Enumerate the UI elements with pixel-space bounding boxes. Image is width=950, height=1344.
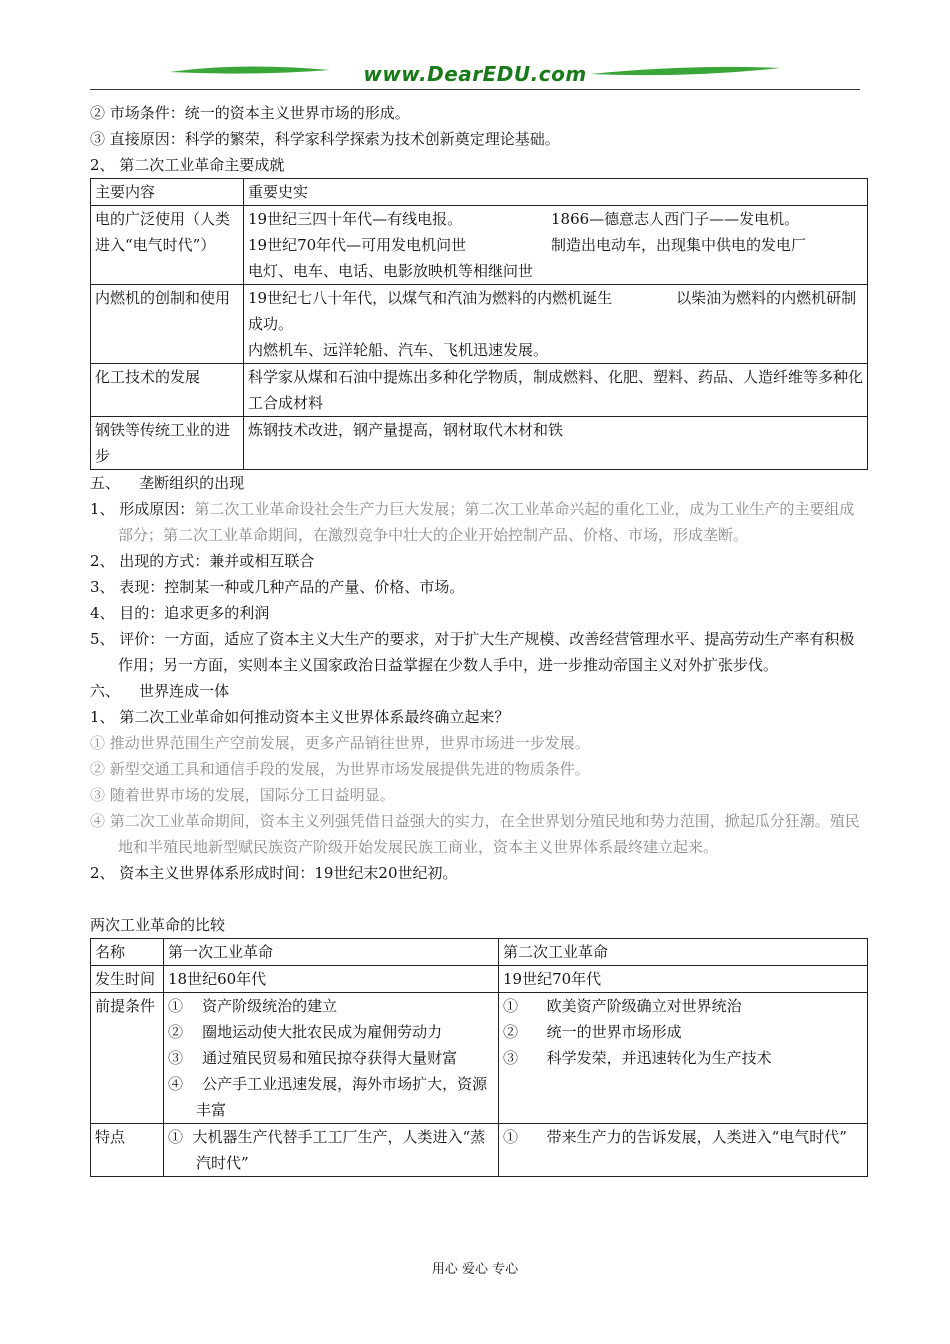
fact-text: 内燃机车、远洋轮船、汽车、飞机迅速发展。	[248, 341, 549, 359]
document-body	[90, 100, 868, 1177]
list-item: 5、 评价：一方面，适应了资本主义大生产的要求，对于扩大生产规模、改善经营管理水平、提高劳动生产率有积极作用；另一方面，实则本主义国家政治日益掌握在少数人手中，进一步推动帝国主义对外扩张步伐。	[90, 630, 855, 674]
list-item: 3、 表现：控制某一种或几种产品的产量、价格、市场。	[90, 578, 465, 596]
cell	[164, 993, 499, 1124]
cell-line: ① 带来生产力的告诉发展，人类进入“电气时代”	[503, 1128, 847, 1146]
table-header-cell: 主要内容	[91, 179, 244, 206]
intro-line: ② 市场条件：统一的资本主义世界市场的形成。	[90, 104, 410, 122]
row-label: 钢铁等传统工业的进步	[91, 417, 244, 470]
fact-text: 19世纪三四十年代—有线电报。	[248, 210, 463, 228]
intro-line: ③ 直接原因：科学的繁荣，科学家科学探索为技术创新奠定理论基础。	[90, 130, 560, 148]
fact-text: 制造出电动车，出现集中供电的发电厂	[551, 236, 807, 254]
row-content	[244, 285, 868, 364]
list-item: 2、 资本主义世界体系形成时间：19世纪末20世纪初。	[90, 864, 458, 882]
item-label: 1、 形成原因：	[90, 500, 195, 518]
row-label: 特点	[91, 1124, 164, 1177]
table-caption: 两次工业革命的比较	[90, 916, 226, 934]
table-row	[91, 364, 868, 417]
row-label: 内燃机的创制和使用	[91, 285, 244, 364]
cell-line: ① 欧美资产阶级确立对世界统治	[503, 997, 742, 1015]
cell	[164, 1124, 499, 1177]
fact-line	[248, 258, 863, 284]
comparison-table	[90, 938, 868, 1177]
cell: 18世纪60年代	[164, 966, 499, 993]
table-row	[91, 285, 868, 364]
row-label: 前提条件	[91, 993, 164, 1124]
row-content: 科学家从煤和石油中提炼出多种化学物质，制成燃料、化肥、塑料、药品、人造纤维等多种化工合成材料	[244, 364, 868, 417]
cell-line: ③ 科学发荣，并迅速转化为生产技术	[503, 1049, 772, 1067]
list-item: 1、 第二次工业革命如何推动资本主义世界体系最终确立起来？	[90, 708, 510, 726]
table-header-cell: 名称	[91, 939, 164, 966]
table-header-row	[91, 179, 868, 206]
table-row	[91, 417, 868, 470]
row-content: 炼钢技术改进，钢产量提高，钢材取代木材和铁	[244, 417, 868, 470]
list-item: 4、 目的：追求更多的利润	[90, 604, 270, 622]
fact-text: 19世纪70年代—可用发电机问世	[248, 236, 467, 254]
cell-line: ① 大机器生产代替手工工厂生产，人类进入“蒸汽时代”	[168, 1128, 486, 1172]
fact-text: 以柴油为燃料的内燃机研制成功。	[248, 289, 857, 333]
cell-line: ④ 公产手工业迅速发展，海外市场扩大，资源丰富	[168, 1075, 488, 1119]
fact-line	[248, 232, 863, 258]
item-answer: 第二次工业革命设社会生产力巨大发展；第二次工业革命兴起的重化工业，成为工业生产的主要组成部分；第二次工业革命期间，在激烈竞争中壮大的企业开始控制产品、价格、市场，形成垄断。	[118, 500, 855, 544]
spacer	[90, 886, 868, 912]
section-title: 六、 世界连成一体	[90, 682, 230, 700]
list-item: ① 推动世界范围生产空前发展，更多产品销往世界，世界市场进一步发展。	[90, 734, 590, 752]
table-row	[91, 1124, 868, 1177]
table-header-cell: 重要史实	[244, 179, 868, 206]
table-row	[91, 993, 868, 1124]
intro-line: 2、 第二次工业革命主要成就	[90, 156, 285, 174]
list-item: ④ 第二次工业革命期间，资本主义列强凭借日益强大的实力，在全世界划分殖民地和势力范围，掀起瓜分狂潮。殖民地和半殖民地新型赋民族资产阶级开始发展民族工商业，资本主义世界体系最终建立起来。	[90, 812, 860, 856]
list-item: ② 新型交通工具和通信手段的发展，为世界市场发展提供先进的物质条件。	[90, 760, 590, 778]
table-header-row	[91, 939, 868, 966]
list-item: ③ 随着世界市场的发展，国际分工日益明显。	[90, 786, 395, 804]
fact-line	[248, 206, 863, 232]
cell	[499, 993, 868, 1124]
achievements-table	[90, 178, 868, 470]
row-label: 化工技术的发展	[91, 364, 244, 417]
section-title: 五、 垄断组织的出现	[90, 474, 245, 492]
fact-line	[248, 285, 863, 337]
page-header	[90, 60, 860, 90]
cell-line: ② 统一的世界市场形成	[503, 1023, 682, 1041]
list-item	[90, 496, 868, 548]
fact-text: 1866—德意志人西门子——发电机。	[551, 210, 800, 228]
table-row	[91, 206, 868, 285]
table-header-cell: 第二次工业革命	[499, 939, 868, 966]
list-item: 2、 出现的方式：兼并或相互联合	[90, 552, 315, 570]
fact-text: 19世纪七八十年代，以煤气和汽油为燃料的内燃机诞生	[248, 289, 613, 307]
table-row	[91, 966, 868, 993]
header-rule	[90, 89, 860, 90]
fact-line	[248, 337, 863, 363]
fact-text: 电灯、电车、电话、电影放映机等相继问世	[248, 262, 534, 280]
row-content	[244, 206, 868, 285]
cell-line: ② 圈地运动使大批农民成为雇佣劳动力	[168, 1023, 443, 1041]
row-label: 发生时间	[91, 966, 164, 993]
site-logo[interactable]: www.DearEDU.com	[363, 62, 587, 86]
page-footer: 用心 爱心 专心	[431, 1262, 519, 1277]
cell	[499, 1124, 868, 1177]
table-header-cell: 第一次工业革命	[164, 939, 499, 966]
row-label: 电的广泛使用（人类进入“电气时代”）	[91, 206, 244, 285]
cell-line: ① 资产阶级统治的建立	[168, 997, 338, 1015]
cell: 19世纪70年代	[499, 966, 868, 993]
cell-line: ③ 通过殖民贸易和殖民掠夺获得大量财富	[168, 1049, 458, 1067]
